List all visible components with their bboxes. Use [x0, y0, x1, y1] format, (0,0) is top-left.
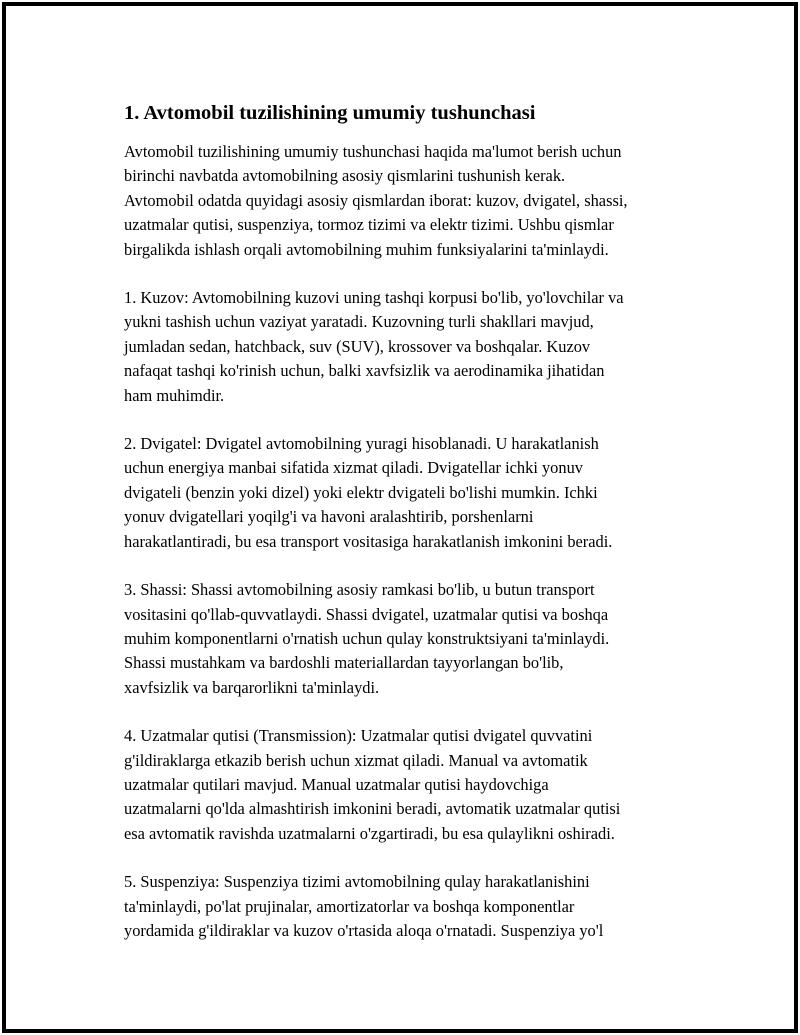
- paragraph-line: 3. Shassi: Shassi avtomobilning asosiy ramkasi bo'lib, u butun transport: [124, 580, 595, 600]
- page-frame: [2, 2, 798, 1033]
- paragraph-line: xavfsizlik va barqarorlikni ta'minlaydi.: [124, 677, 380, 697]
- paragraph-line: muhim komponentlarni o'rnatish uchun qulay konstruktsiyani ta'minlaydi.: [124, 628, 610, 648]
- paragraph-line: Shassi mustahkam va bardoshli materiallardan tayyorlangan bo'lib,: [124, 653, 564, 673]
- paragraph-line: g'ildiraklarga etkazib berish uchun xizmat qiladi. Manual va avtomatik: [124, 750, 588, 770]
- paragraph-line: Avtomobil odatda quyidagi asosiy qismlardan iborat: kuzov, dvigatel, shassi,: [124, 190, 628, 210]
- paragraph-line: 5. Suspenziya: Suspenziya tizimi avtomobilning qulay harakatlanishini: [124, 872, 590, 892]
- document-heading: 1. Avtomobil tuzilishining umumiy tushunchasi: [124, 102, 536, 124]
- paragraph-line: yukni tashish uchun vaziyat yaratadi. Kuzovning turli shakllari mavjud,: [124, 312, 594, 332]
- paragraph-line: ham muhimdir.: [124, 385, 225, 405]
- document-body: [124, 100, 704, 967]
- paragraph: [124, 870, 704, 943]
- paragraph-list: [124, 140, 704, 943]
- paragraph-line: esa avtomatik ravishda uzatmalarni o'zgartiradi, bu esa qulaylikni oshiradi.: [124, 823, 615, 843]
- paragraph-line: uzatmalarni qo'lda almashtirish imkonini beradi, avtomatik uzatmalar qutisi: [124, 799, 621, 819]
- paragraph-line: uzatmalar qutisi, suspenziya, tormoz tizimi va elektr tizimi. Ushbu qismlar: [124, 215, 614, 235]
- paragraph-line: jumladan sedan, hatchback, suv (SUV), krossover va boshqalar. Kuzov: [124, 336, 591, 356]
- paragraph-line: birinchi navbatda avtomobilning asosiy qismlarini tushunish kerak.: [124, 166, 566, 186]
- paragraph-line: uzatmalar qutilari mavjud. Manual uzatmalar qutisi haydovchiga: [124, 774, 549, 794]
- paragraph-line: Avtomobil tuzilishining umumiy tushunchasi haqida ma'lumot berish uchun: [124, 142, 622, 161]
- paragraph-line: uchun energiya manbai sifatida xizmat qiladi. Dvigatellar ichki yonuv: [124, 458, 583, 478]
- paragraph-line: dvigateli (benzin yoki dizel) yoki elektr dvigateli bo'lishi mumkin. Ichki: [124, 482, 598, 502]
- paragraph-line: birgalikda ishlash orqali avtomobilning muhim funksiyalarini ta'minlaydi.: [124, 239, 609, 259]
- paragraph: [124, 578, 704, 700]
- paragraph: [124, 140, 704, 262]
- paragraph-line: 1. Kuzov: Avtomobilning kuzovi uning tashqi korpusi bo'lib, yo'lovchilar va: [124, 288, 624, 308]
- paragraph: [124, 432, 704, 554]
- paragraph-line: nafaqat tashqi ko'rinish uchun, balki xavfsizlik va aerodinamika jihatidan: [124, 361, 605, 381]
- paragraph: [124, 286, 704, 408]
- paragraph-line: harakatlantiradi, bu esa transport vositasiga harakatlanish imkonini beradi.: [124, 531, 613, 551]
- paragraph-line: yonuv dvigatellari yoqilg'i va havoni aralashtirib, porshenlarni: [124, 507, 534, 527]
- paragraph-line: 2. Dvigatel: Dvigatel avtomobilning yuragi hisoblanadi. U harakatlanish: [124, 434, 599, 454]
- paragraph-line: yordamida g'ildiraklar va kuzov o'rtasida aloqa o'rnatadi. Suspenziya yo'l: [124, 920, 604, 940]
- paragraph-line: vositasini qo'llab-quvvatlaydi. Shassi dvigatel, uzatmalar qutisi va boshqa: [124, 604, 609, 624]
- paragraph-line: 4. Uzatmalar qutisi (Transmission): Uzatmalar qutisi dvigatel quvvatini: [124, 726, 593, 746]
- paragraph-line: ta'minlaydi, po'lat prujinalar, amortizatorlar va boshqa komponentlar: [124, 896, 575, 916]
- paragraph: [124, 724, 704, 846]
